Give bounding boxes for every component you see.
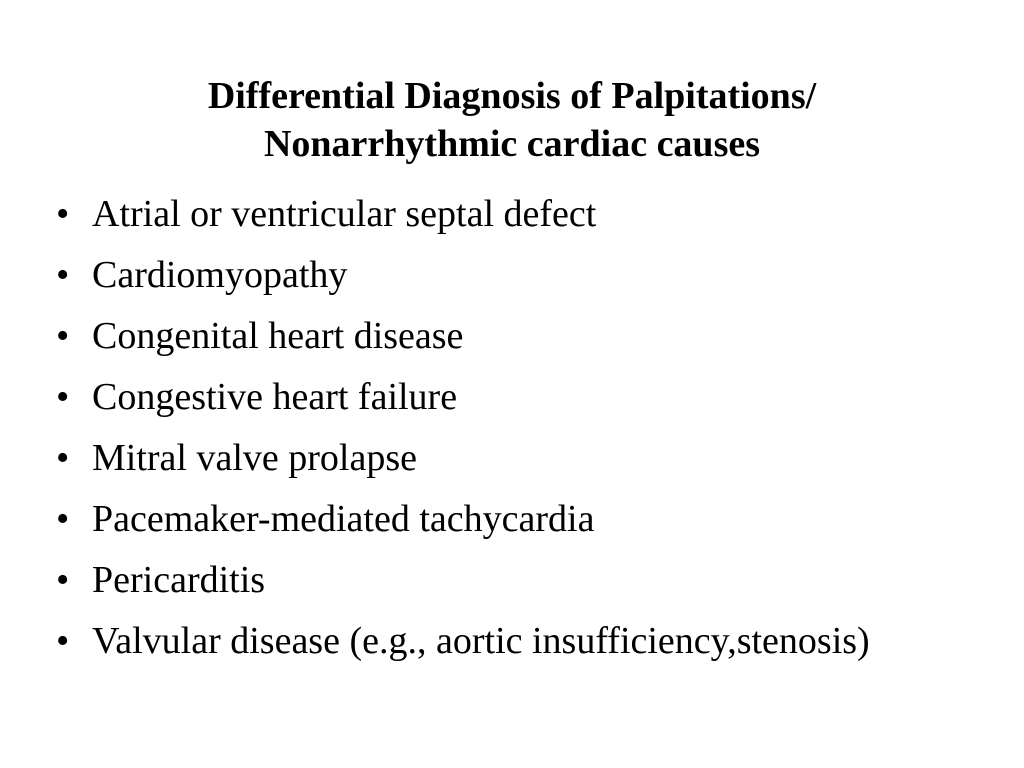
bullet-text: Atrial or ventricular septal defect	[92, 193, 597, 235]
bullet-item-cardiomyopathy	[56, 252, 996, 299]
bullet-item-septal-defect	[56, 191, 996, 238]
bullet-text: Valvular disease (e.g., aortic insufficiency,stenosis)	[92, 620, 870, 662]
slide-title-line-1: Differential Diagnosis of Palpitations/	[207, 75, 817, 117]
bullet-item-mitral-valve-prolapse	[56, 435, 996, 482]
bullet-item-valvular-disease	[56, 618, 996, 665]
slide-title-line-2: Nonarrhythmic cardiac causes	[263, 123, 761, 165]
bullet-icon: •	[56, 437, 70, 479]
bullet-icon: •	[56, 315, 70, 357]
bullet-list	[56, 191, 996, 679]
bullet-icon: •	[56, 559, 70, 601]
bullet-text: Pericarditis	[92, 559, 266, 601]
bullet-icon: •	[56, 620, 70, 662]
bullet-text: Mitral valve prolapse	[92, 437, 418, 479]
bullet-icon: •	[56, 193, 70, 235]
bullet-text: Pacemaker-mediated tachycardia	[92, 498, 595, 540]
bullet-item-pericarditis	[56, 557, 996, 604]
bullet-text: Cardiomyopathy	[92, 254, 348, 296]
bullet-item-congenital-heart-disease	[56, 313, 996, 360]
bullet-item-pacemaker-tachycardia	[56, 496, 996, 543]
bullet-item-congestive-heart-failure	[56, 374, 996, 421]
bullet-text: Congenital heart disease	[92, 315, 464, 357]
bullet-icon: •	[56, 376, 70, 418]
bullet-icon: •	[56, 254, 70, 296]
bullet-icon: •	[56, 498, 70, 540]
slide-title	[0, 72, 1024, 168]
bullet-text: Congestive heart failure	[92, 376, 458, 418]
